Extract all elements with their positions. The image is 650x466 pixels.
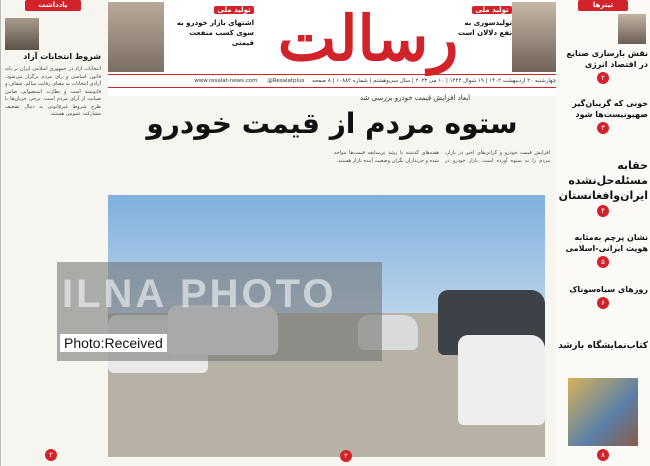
left-column-item[interactable] <box>558 158 648 217</box>
left-column-item-title: حقابه مسئله‌حل‌نشده ایران‌وافغانستان <box>558 159 648 202</box>
left-teaser-title: اشتهای بازار خودرو به سوی کسب منفعت قیمتی <box>176 19 254 47</box>
masthead-logo: رسالت <box>277 2 459 75</box>
right-teaser-title: توليدسوری به نفع دلالان است <box>457 19 512 37</box>
photo-credit: Photo:Received <box>60 334 167 352</box>
left-column-item-page: ۳ <box>597 122 609 134</box>
left-column-item[interactable] <box>558 48 648 84</box>
right-column <box>0 0 105 466</box>
right-column-title: شروط انتخابات آزاد <box>23 52 101 61</box>
left-teaser[interactable] <box>166 6 254 72</box>
left-column-item-page: ۸ <box>597 449 609 461</box>
left-teaser-kicker: تولید ملی <box>214 6 254 14</box>
book-fair-photo <box>568 378 638 446</box>
photo-car <box>458 335 545 425</box>
left-column-item-page: ۵ <box>597 256 609 268</box>
right-teaser[interactable] <box>458 6 512 72</box>
main-intro: افزایش قیمت خودرو و گرانی‌های اخیر در بازار، مردم را به ستوه آورده است. بازار خودرو در هفته‌های گذشته با رشد بی‌سابقه قیمت‌ها مواجه شده و خریداران نگران وضعیت آینده بازار هستند. <box>334 150 550 164</box>
left-column-label: تیترها <box>578 0 628 11</box>
left-column-portrait <box>618 14 646 44</box>
left-column-item-title: نقش بازسازی صنایع در اقتصاد انرژی <box>566 49 648 69</box>
left-column-item-page: ۲ <box>597 72 609 84</box>
left-column-item-title: روزهای سیاه‌سوناک <box>569 285 648 294</box>
left-column <box>556 0 650 466</box>
main-page-badge: ۲ <box>340 450 352 462</box>
main-headline: ستوه مردم از قیمت خودرو <box>146 107 518 140</box>
left-column-item-page: ۶ <box>597 297 609 309</box>
left-column-item[interactable] <box>558 232 648 268</box>
left-column-item[interactable] <box>558 98 648 134</box>
right-column-page-badge: ۲ <box>45 449 57 461</box>
left-column-item[interactable] <box>558 284 648 309</box>
right-teaser-portrait <box>512 2 556 72</box>
website: www.resalat-news.com <box>194 78 258 84</box>
date-line: چهارشنبه ۲۰ اردیبهشت ۱۴۰۲ | ۱۹ شوال ۱۴۴۴ | ۱۰ می ۲۰۲۳ | سال سی‌وهشتم | شماره ۱۰۸۸۲ | ۸ صفحه <box>312 78 556 84</box>
photo-watermark: ILNA PHOTO <box>62 272 337 316</box>
right-column-body: انتخابات آزاد در جمهوری اسلامی ایران بر پایه قانون اساسی و رای مردم برگزار می‌شود. آزادی انتخابات به معنای رقابت سالم، شفاف و قانونمند است و نظارت استصوابی ضامن صیانت از آرای مردم است. برخی جریان‌ها با طرح شروط غیرقانونی به دنبال تضعیف مشارکت عمومی هستند. <box>5 66 101 117</box>
left-column-item-title: خونی که گریبان‌گیر صهیونیست‌ها شود <box>572 99 648 119</box>
social-handle: @Resalatplus <box>267 78 305 84</box>
right-column-label: یادداشت <box>25 0 81 11</box>
left-column-item[interactable] <box>558 340 648 352</box>
left-column-item-page: ۴ <box>597 205 609 217</box>
main-kicker: ابعاد افزایش قیمت خودرو بررسی شد <box>359 94 471 102</box>
left-teaser-portrait <box>108 2 164 72</box>
left-column-item-title: کتاب‌نمایشگاه بازشد <box>558 341 648 351</box>
left-column-item-title: نشان پرچم به‌مثابه هویت ایرانی-اسلامی <box>565 233 648 253</box>
right-teaser-kicker: تولید ملی <box>472 6 512 14</box>
columnist-portrait <box>5 18 39 50</box>
date-bar <box>108 74 556 88</box>
